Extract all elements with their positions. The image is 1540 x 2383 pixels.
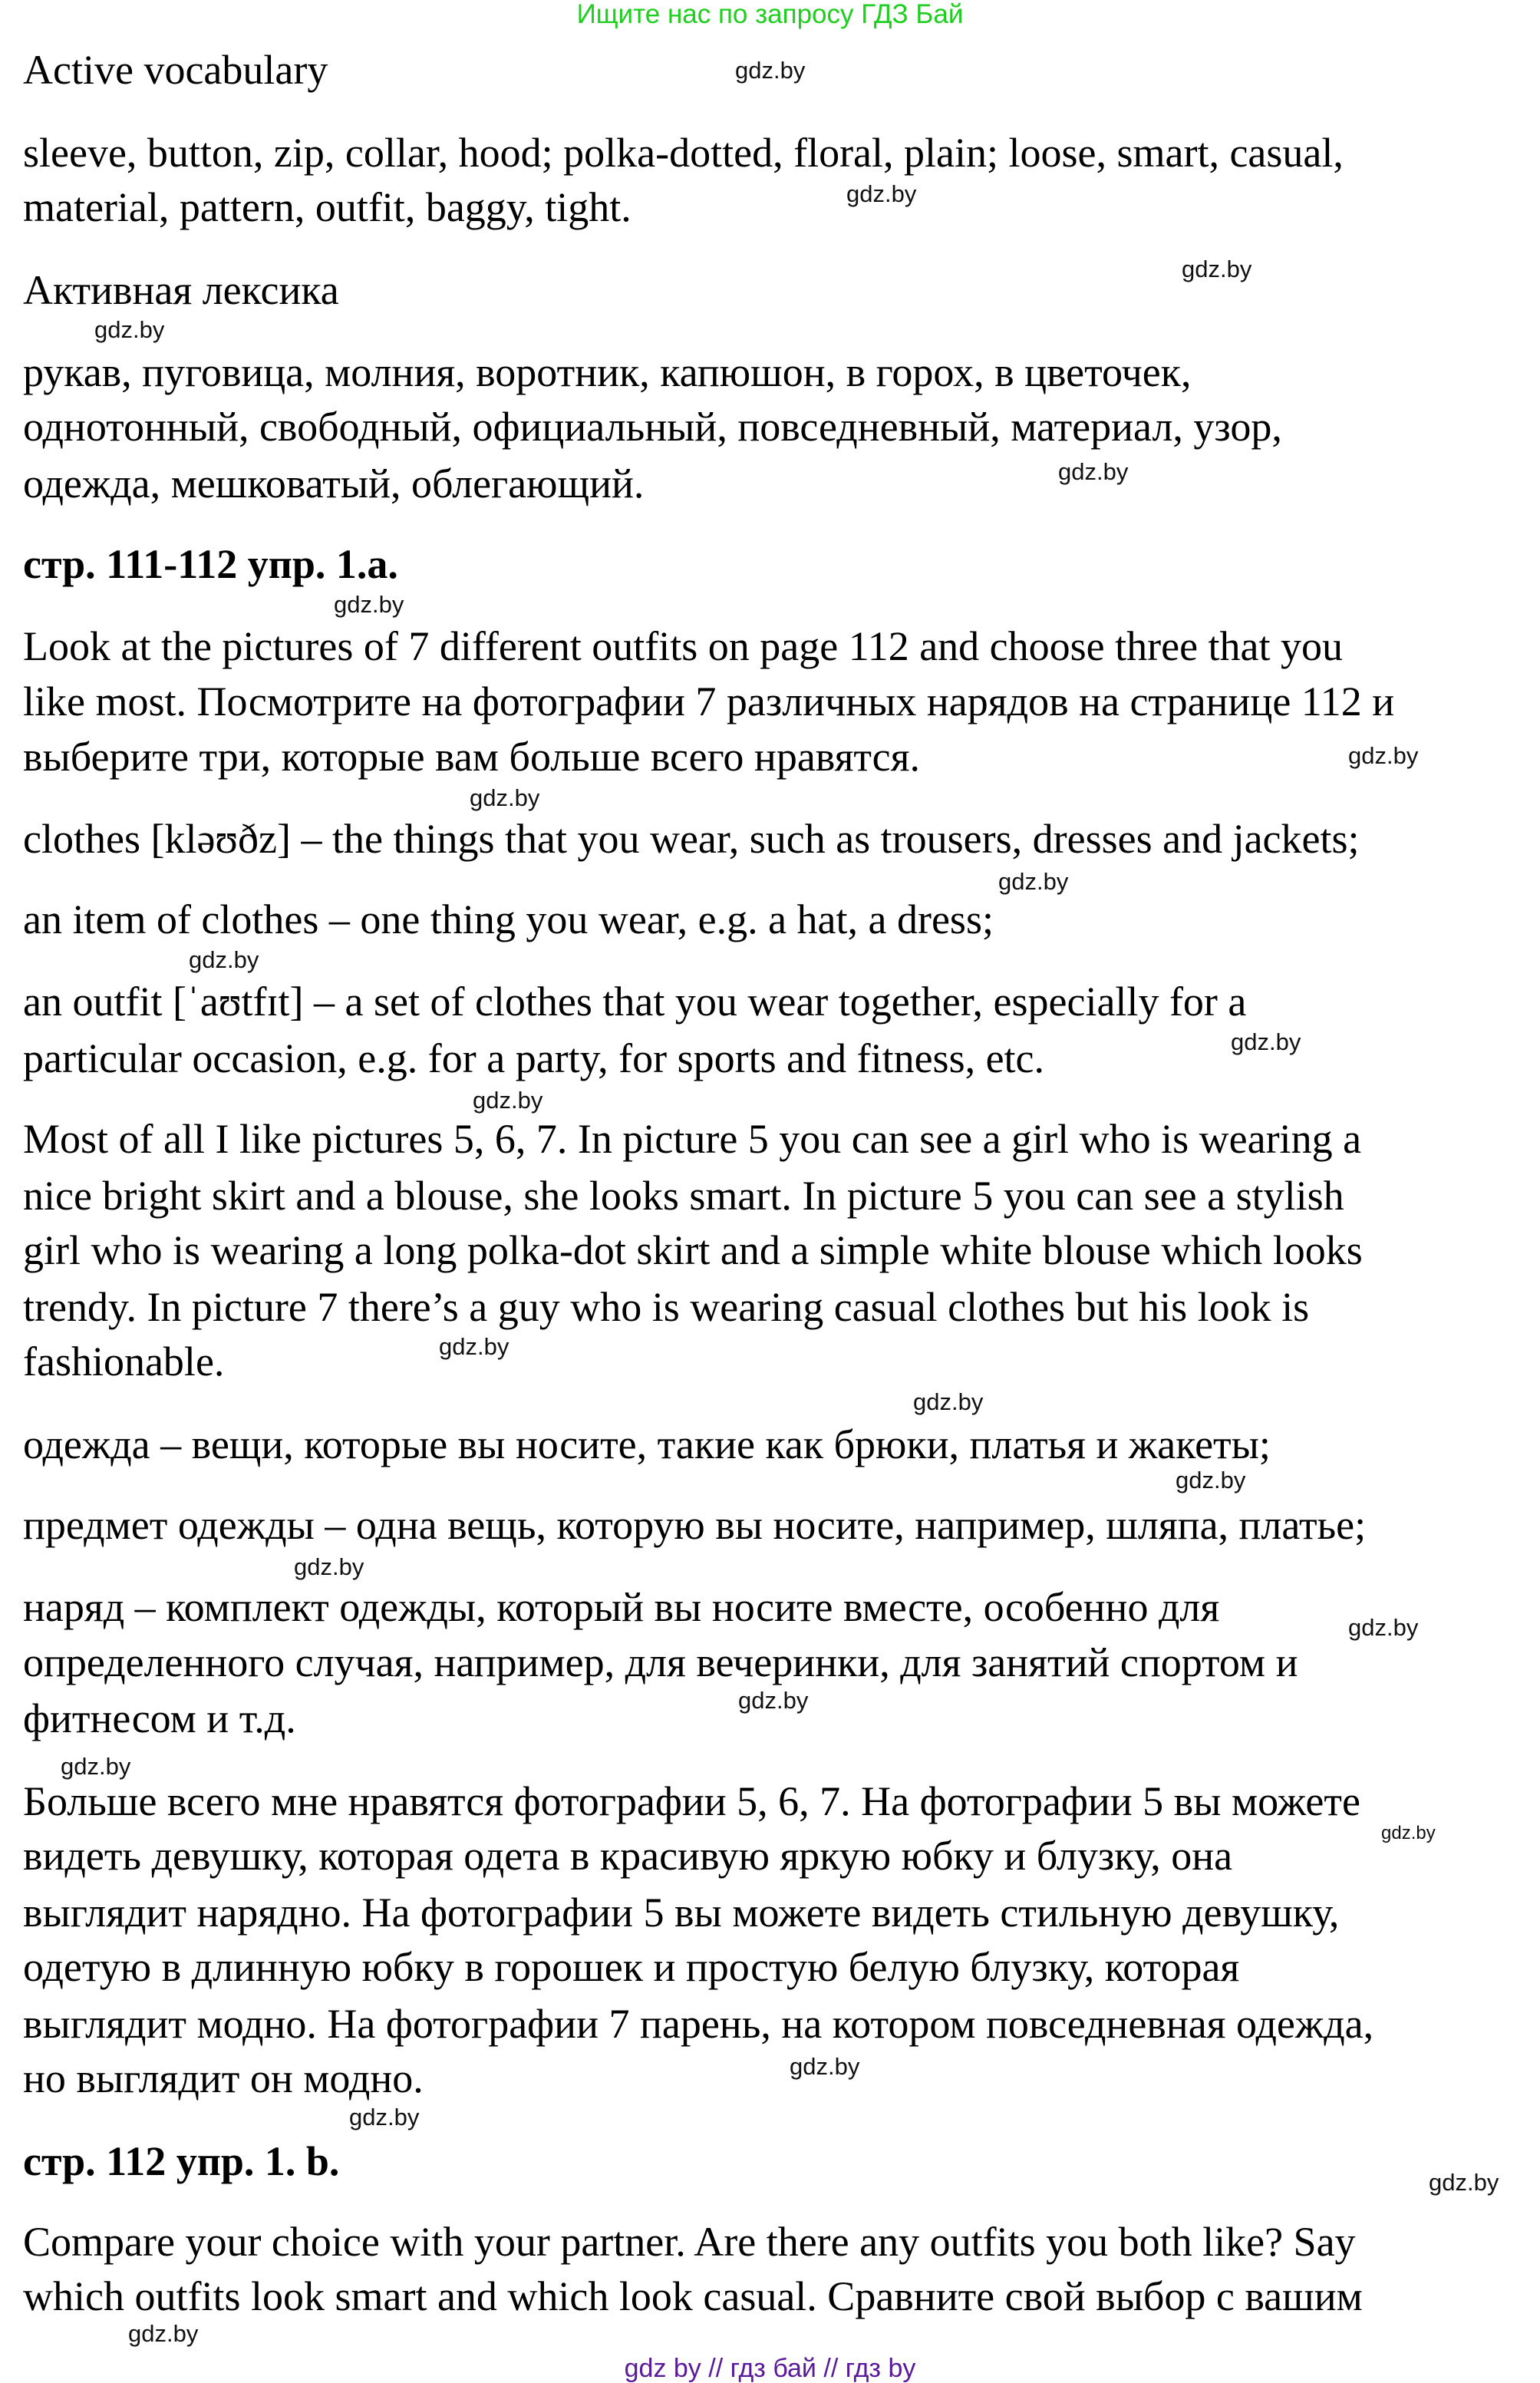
watermark: gdz.by [913,1388,984,1415]
text-line: fashionable. [23,1338,225,1385]
vocab-line: material, pattern, outfit, baggy, tight. [23,184,631,230]
watermark: gdz.by [998,868,1069,895]
watermark: gdz.by [1381,1823,1436,1843]
text-line: like most. Посмотрите на фотографии 7 различных нарядов на странице 112 и [23,678,1395,724]
text-line: clothes [kləʊðz] – the things that you wear, such as trousers, dresses and jackets; [23,816,1360,862]
text-line: Most of all I like pictures 5, 6, 7. In picture 5 you can see a girl who is wearing a [23,1116,1362,1162]
text-line: видеть девушку, которая одета в красивую яркую юбку и блузку, она [23,1833,1233,1879]
text-line: Больше всего мне нравятся фотографии 5, 6, 7. На фотографии 5 вы можете [23,1778,1360,1824]
text-line: girl who is wearing a long polka-dot skirt and a simple white blouse which looks [23,1227,1363,1273]
watermark: gdz.by [128,2320,199,2347]
text-line: но выглядит он модно. [23,2055,424,2101]
watermark: gdz.by [294,1553,364,1580]
watermark: gdz.by [349,2104,420,2131]
text-line: nice bright skirt and a blouse, she looks smart. In picture 5 you can see a stylish [23,1173,1344,1219]
watermark: gdz.by [846,180,917,207]
text-line: наряд – комплект одежды, который вы носите вместе, особенно для [23,1584,1220,1630]
watermark: gdz.by [1348,1614,1419,1641]
text-line: an item of clothes – one thing you wear, e.g. a hat, a dress; [23,896,994,942]
watermark: gdz.by [334,591,404,618]
section-heading: Active vocabulary [23,47,328,93]
watermark: gdz.by [790,2053,860,2080]
watermark: gdz.by [189,946,259,973]
vocab-line: sleeve, button, zip, collar, hood; polka-dotted, floral, plain; loose, smart, casual, [23,130,1344,176]
text-line: particular occasion, e.g. for a party, for sports and fitness, etc. [23,1035,1045,1081]
watermark: gdz.by [1058,458,1129,485]
watermark: gdz.by [1429,2169,1499,2196]
vocab-line: однотонный, свободный, официальный, повседневный, материал, узор, [23,404,1282,450]
footer-watermark: gdz by // гдз бай // гдз by [624,2354,916,2383]
watermark: gdz.by [738,1687,809,1714]
text-line: Look at the pictures of 7 different outfits on page 112 and choose three that you [23,623,1344,669]
watermark: gdz.by [439,1333,509,1360]
section-heading: Активная лексика [23,267,339,313]
exercise-heading: стр. 112 упр. 1. b. [23,2138,340,2184]
text-line: выглядит модно. На фотографии 7 парень, на котором повседневная одежда, [23,2001,1374,2047]
vocab-line: рукав, пуговица, молния, воротник, капюшон, в горох, в цветочек, [23,349,1192,395]
text-line: одетую в длинную юбку в горошек и простую белую блузку, которая [23,1944,1240,1990]
watermark: gdz.by [735,57,806,84]
text-line: предмет одежды – одна вещь, которую вы носите, например, шляпа, платье; [23,1502,1367,1548]
text-line: trendy. In picture 7 there’s a guy who is wearing casual clothes but his look is [23,1284,1310,1330]
text-line: выберите три, которые вам больше всего нравятся. [23,734,920,780]
exercise-heading: стр. 111-112 упр. 1.а. [23,541,398,587]
watermark: gdz.by [473,1087,543,1114]
watermark: gdz.by [61,1753,131,1780]
text-line: одежда – вещи, которые вы носите, такие как брюки, платья и жакеты; [23,1421,1271,1467]
text-line: an outfit [ˈaʊtfɪt] – a set of clothes that you wear together, especially for a [23,979,1247,1025]
watermark: gdz.by [1182,256,1252,282]
watermark: gdz.by [94,316,165,343]
watermark: gdz.by [470,784,540,811]
text-line: определенного случая, например, для вечеринки, для занятий спортом и [23,1639,1298,1685]
vocab-line: одежда, мешковатый, облегающий. [23,460,645,507]
search-banner: Ищите нас по запросу ГДЗ Бай [576,0,964,29]
text-line: which outfits look smart and which look casual. Сравните свой выбор с вашим [23,2273,1363,2319]
text-line: Compare your choice with your partner. Are there any outfits you both like? Say [23,2219,1356,2265]
watermark: gdz.by [1348,742,1419,769]
watermark: gdz.by [1176,1467,1246,1494]
text-line: выглядит нарядно. На фотографии 5 вы можете видеть стильную девушку, [23,1890,1340,1936]
watermark: gdz.by [1231,1028,1301,1055]
text-line: фитнесом и т.д. [23,1695,296,1741]
